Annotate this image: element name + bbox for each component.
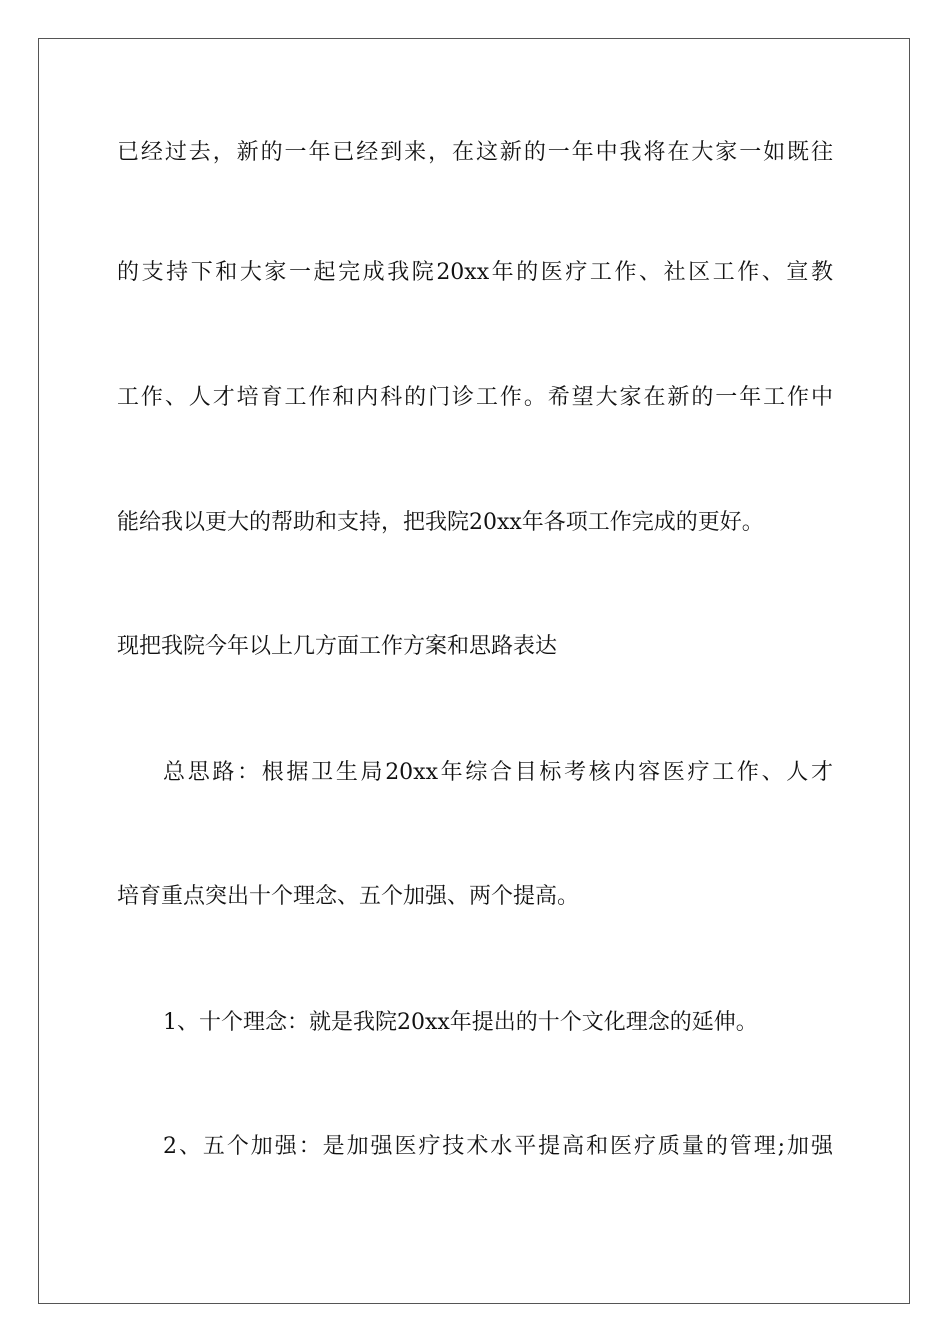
paragraph-line-2: 的支持下和大家一起完成我院20xx年的医疗工作、社区工作、宣教 (117, 260, 833, 285)
summary-line-2: 培育重点突出十个理念、五个加强、两个提高。 (117, 884, 580, 909)
paragraph-line-5: 现把我院今年以上几方面工作方案和思路表达 (117, 634, 558, 659)
paragraph-line-1: 已经过去，新的一年已经到来，在这新的一年中我将在大家一如既往 (117, 140, 833, 165)
page-border (38, 38, 910, 1304)
list-item-1: 1、十个理念：就是我院20xx年提出的十个文化理念的延伸。 (163, 1010, 758, 1035)
summary-line-1: 总思路：根据卫生局20xx年综合目标考核内容医疗工作、人才 (163, 760, 833, 785)
list-item-2: 2、五个加强：是加强医疗技术水平提高和医疗质量的管理;加强 (163, 1134, 833, 1159)
paragraph-line-3: 工作、人才培育工作和内科的门诊工作。希望大家在新的一年工作中 (117, 385, 833, 410)
paragraph-line-4: 能给我以更大的帮助和支持，把我院20xx年各项工作完成的更好。 (117, 510, 764, 535)
